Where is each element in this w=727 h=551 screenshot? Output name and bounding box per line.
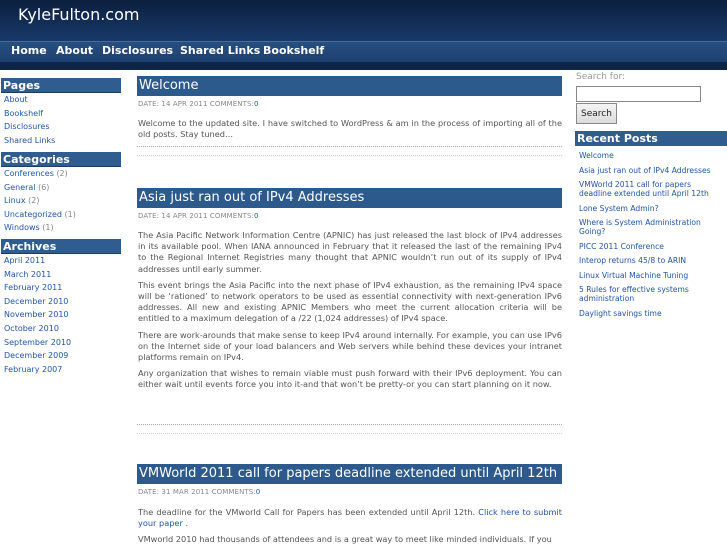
post-body xyxy=(138,230,562,396)
category-item xyxy=(4,208,76,222)
category-link[interactable]: General xyxy=(4,182,36,192)
post-title-welcome[interactable]: Welcome xyxy=(137,76,562,96)
post-paragraph: VMworld 2010 had thousands of attendees and is a great way to meet like minded individuals. If you xyxy=(138,534,552,545)
site-header xyxy=(0,0,727,41)
nav-home[interactable]: Home xyxy=(11,44,47,57)
archives-heading: Archives xyxy=(1,239,121,254)
post-text: The deadline for the VMworld Call for Papers has been extended until April 12th. xyxy=(138,507,476,517)
recent-post-link[interactable]: Welcome xyxy=(579,151,614,160)
archive-link[interactable]: November 2010 xyxy=(4,310,69,320)
post-comments-link[interactable]: 0 xyxy=(253,212,259,220)
sidebar-page-bookshelf[interactable]: Bookshelf xyxy=(4,108,44,118)
post-paragraph: There are work-arounds that make sense to keep IPv4 around internally. For example, you can use IPv6 on the Internet side of your load balancers and Web servers while behind these devices your intranet platforms remain on IPv4. xyxy=(138,329,562,363)
archive-link[interactable]: September 2010 xyxy=(4,337,72,347)
category-link[interactable]: Conferences xyxy=(4,169,54,178)
post-meta xyxy=(138,488,260,496)
category-link[interactable]: Uncategorized xyxy=(4,209,62,219)
search-button[interactable]: Search xyxy=(576,103,617,124)
recent-post-link[interactable]: VMWorld 2011 call for papers deadline extended until April 12th xyxy=(579,180,709,198)
pages-list xyxy=(4,93,55,147)
post-paragraph: Any organization that wishes to remain viable must push forward with their IPv6 deployment. You can either wait until events force you into it-and that won’t be pretty-or you can start planning on it now. xyxy=(138,368,562,390)
category-item xyxy=(4,167,76,181)
pages-heading: Pages xyxy=(1,78,121,93)
category-count: (2) xyxy=(56,169,68,178)
post-paragraph: This event brings the Asia Pacific into the next phase of IPv4 exhaustion, as the remaining IPv4 space will be ‘rationed’ to network operators to be used as essential connectivity with next-generation IPv6 addresses. All new and existing APNIC Members who meet the current allocation criteria will be entitled to a maximum delegation of a /22 (1,024 addresses) of IPv4 space. xyxy=(138,279,562,324)
categories-list xyxy=(4,167,76,235)
post-divider xyxy=(137,155,562,156)
post-body xyxy=(138,118,562,145)
search-input[interactable] xyxy=(576,86,701,102)
archives-list xyxy=(4,254,71,376)
category-count: (1) xyxy=(42,223,54,233)
archive-link[interactable]: February 2007 xyxy=(4,364,63,374)
post-meta xyxy=(138,100,259,108)
post-paragraph: The Asia Pacific Network Information Centre (APNIC) has just released the last block of IPv4 addresses in its available pool. When IANA announced in February that it released the last of the remaining IPv4 to the Regional Internet Registries many thought that APNIC wouldn’t run out of its supply of IPv4 addresses until early summer. xyxy=(138,230,562,274)
post-divider xyxy=(137,146,562,147)
category-item xyxy=(4,194,76,208)
archive-link[interactable]: December 2009 xyxy=(4,351,69,361)
recent-post-link[interactable]: Lone System Admin? xyxy=(579,203,659,213)
recent-post-link[interactable]: Daylight savings time xyxy=(579,308,662,318)
nav-disclosures[interactable]: Disclosures xyxy=(102,44,174,57)
post-comments-link[interactable]: 0 xyxy=(253,100,259,108)
recent-posts-list xyxy=(579,151,725,323)
post-title-vmworld[interactable]: VMWorld 2011 call for papers deadline extended until April 12th xyxy=(137,464,562,484)
search-label: Search for: xyxy=(576,72,626,82)
category-link[interactable]: Linux xyxy=(4,196,26,206)
post-meta xyxy=(138,212,259,220)
site-title-link[interactable]: KyleFulton.com xyxy=(18,5,140,24)
category-count: (2) xyxy=(28,196,40,206)
post-text: . xyxy=(185,518,189,529)
post-divider xyxy=(137,424,562,425)
archive-link[interactable]: December 2010 xyxy=(4,296,69,306)
archive-link[interactable]: April 2011 xyxy=(4,256,46,265)
nav-shared-links[interactable]: Shared Links xyxy=(180,44,261,57)
sidebar-page-about[interactable]: About xyxy=(4,95,28,104)
post-paragraph: Welcome to the updated site. I have switched to WordPress & am in the process of importing all of the old posts. Stay tuned… xyxy=(138,118,562,140)
post-body xyxy=(138,507,562,551)
archive-link[interactable]: October 2010 xyxy=(4,323,59,333)
nav-bookshelf[interactable]: Bookshelf xyxy=(263,44,325,57)
post-date: DATE: 14 APR 2011 COMMENTS: xyxy=(138,212,254,220)
category-count: (6) xyxy=(38,182,50,192)
sidebar-page-disclosures[interactable]: Disclosures xyxy=(4,122,50,132)
recent-posts-heading: Recent Posts xyxy=(575,131,727,146)
archive-link[interactable]: February 2011 xyxy=(4,283,63,293)
post-paragraph xyxy=(138,507,562,529)
post-date: DATE: 31 MAR 2011 COMMENTS: xyxy=(138,488,256,496)
sidebar-page-shared-links[interactable]: Shared Links xyxy=(4,135,56,145)
post-divider xyxy=(137,433,562,434)
main-nav xyxy=(0,41,727,62)
recent-post-link[interactable]: PICC 2011 Conference xyxy=(579,241,664,251)
recent-post-link[interactable]: Linux Virtual Machine Tuning xyxy=(579,270,689,280)
categories-heading: Categories xyxy=(1,152,121,167)
category-count: (1) xyxy=(64,209,76,219)
nav-strip xyxy=(0,62,727,70)
submit-paper-link[interactable]: Click here to submit your paper xyxy=(138,507,562,529)
post-title-ipv4[interactable]: Asia just ran out of IPv4 Addresses xyxy=(137,188,562,208)
category-item xyxy=(4,221,76,235)
category-item xyxy=(4,181,76,195)
nav-about[interactable]: About xyxy=(56,44,94,57)
recent-post-link[interactable]: 5 Rules for effective systems administration xyxy=(579,285,689,303)
post-comments-link[interactable]: 0 xyxy=(255,488,261,496)
category-link[interactable]: Windows xyxy=(4,223,40,233)
recent-post-link[interactable]: Asia just ran out of IPv4 Addresses xyxy=(579,165,711,175)
post-date: DATE: 14 APR 2011 COMMENTS: xyxy=(138,100,254,108)
recent-post-link[interactable]: Where is System Administration Going? xyxy=(579,218,701,236)
recent-post-link[interactable]: Interop returns 45/8 to ARIN xyxy=(579,256,687,265)
archive-link[interactable]: March 2011 xyxy=(4,269,52,279)
